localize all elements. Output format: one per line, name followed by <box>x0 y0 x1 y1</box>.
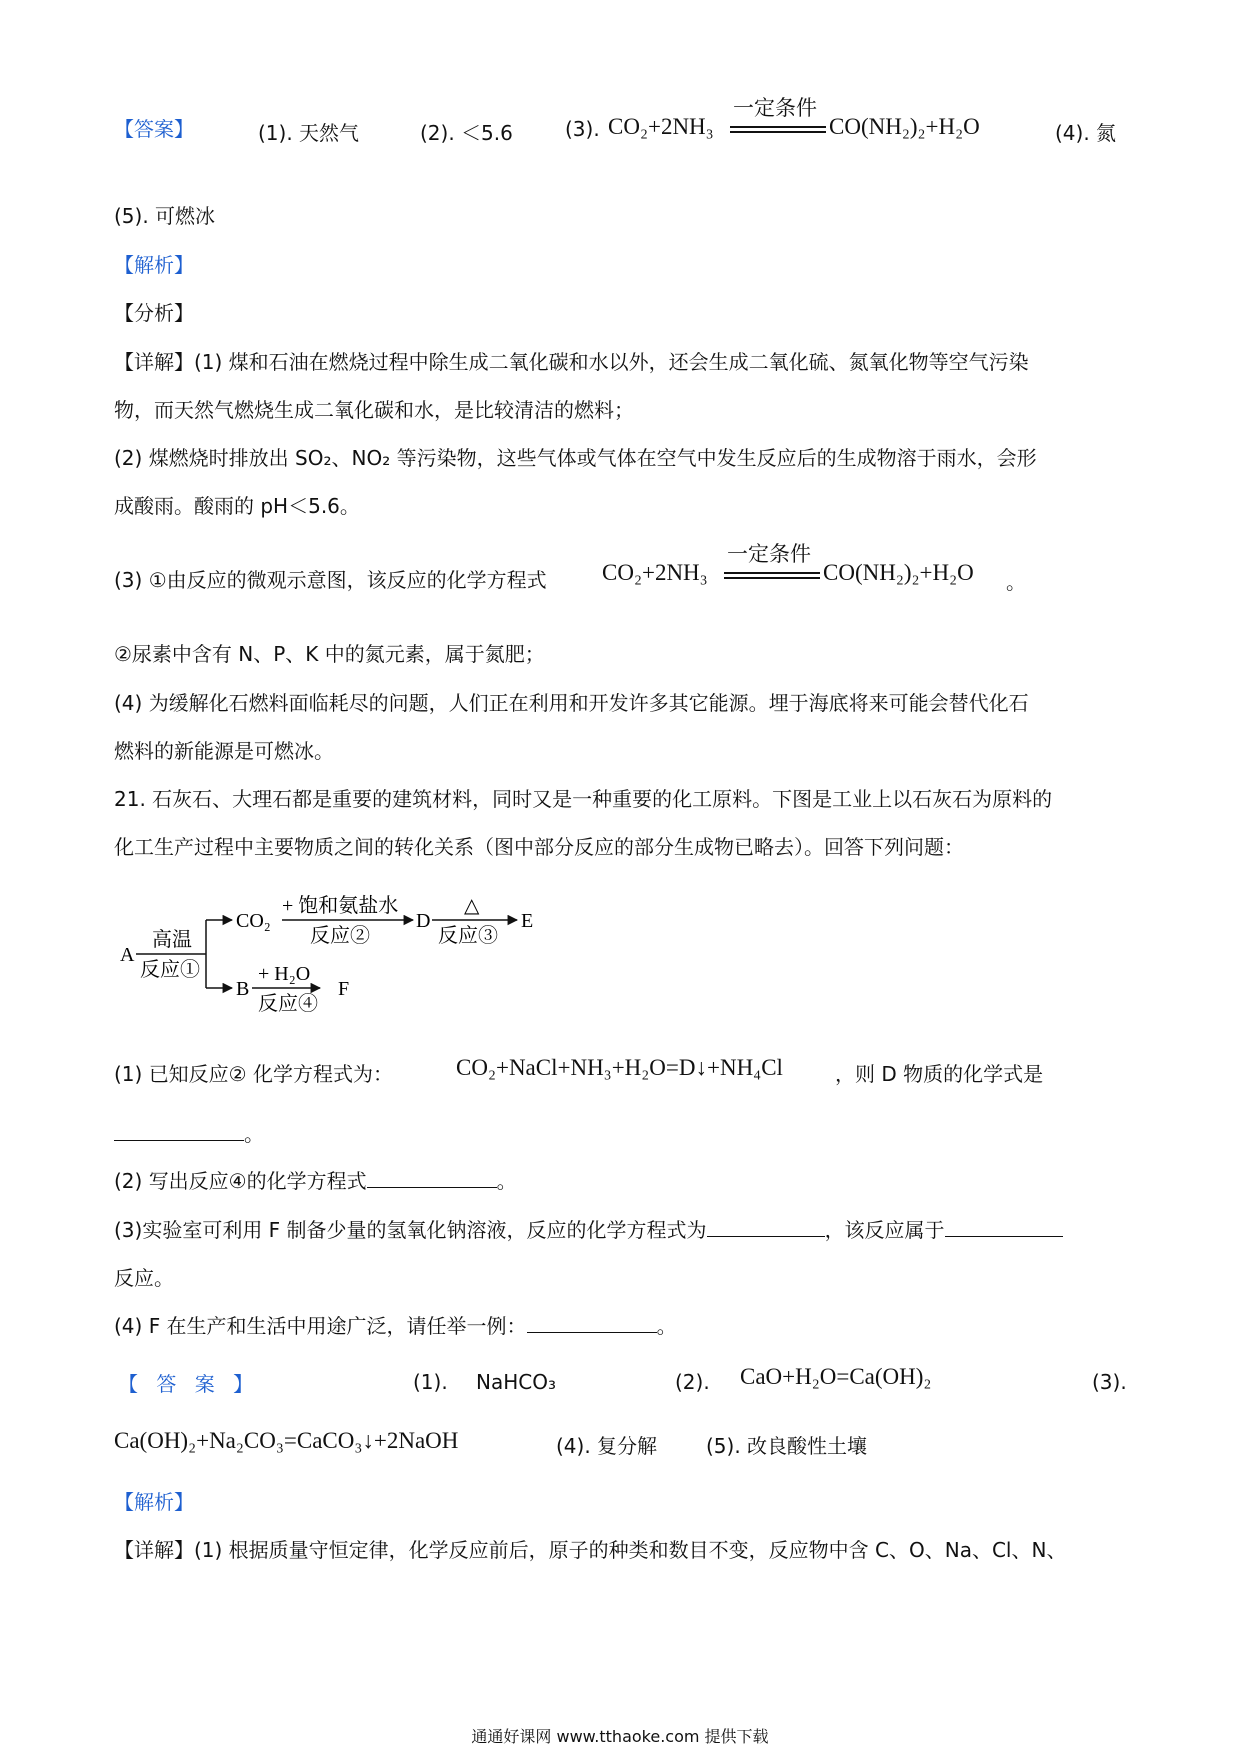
detail-p5a: (4) 为缓解化石燃料面临耗尽的问题，人们正在利用和开发许多其它能源。埋于海底将来可能会替代化石 <box>114 691 1029 715</box>
detail-p3-end: 。 <box>1006 570 1026 594</box>
detail-p1a: 【详解】(1) 煤和石油在燃烧过程中除生成二氧化碳和水以外，还会生成二氧化硫、氮氧化物等空气污染 <box>114 350 1029 374</box>
q21-answer-1: NaHCO₃ <box>476 1370 556 1394</box>
equation-right: CO(NH₂)₂+H₂O <box>829 114 980 139</box>
reaction3-label: 反应③ <box>438 925 498 947</box>
node-F: F <box>338 978 350 1000</box>
answer-2: (2). ＜5.6 <box>420 121 513 145</box>
q21-q1-end: 。 <box>244 1122 264 1146</box>
reaction4-label: 反应④ <box>258 993 318 1015</box>
q21-analysis-label: 【解析】 <box>114 1490 194 1514</box>
q21-answer-2-number: (2). <box>675 1370 710 1394</box>
reaction3-condition: △ <box>464 895 480 917</box>
q21-answer-2: CaO+H₂O=Ca(OH)₂ <box>740 1364 932 1389</box>
analysis-label: 【解析】 <box>114 253 194 277</box>
node-D: D <box>416 910 431 932</box>
answer-4: (4). 氮 <box>1055 121 1117 145</box>
reaction1-label: 反应① <box>140 959 200 981</box>
answer-3-number: (3). <box>565 117 600 141</box>
q21-q4-prefix: (4) F 在生产和生活中用途广泛，请任举一例： <box>114 1314 527 1338</box>
detail-p3-prefix: (3) ①由反应的微观示意图，该反应的化学方程式 <box>114 568 547 592</box>
q21-q4 <box>114 1312 677 1340</box>
equation-double-bar <box>730 126 826 128</box>
q21-stem-a: 21. 石灰石、大理石都是重要的建筑材料，同时又是一种重要的化工原料。下图是工业上以石灰石为原料的 <box>114 787 1053 811</box>
q21-q1-equation: CO₂+NaCl+NH₃+H₂O=D↓+NH₄Cl <box>456 1055 783 1080</box>
reaction4-condition: + H₂O <box>258 963 311 985</box>
answer-label: 【答案】 <box>114 117 194 141</box>
node-CO2: CO₂ <box>236 910 271 932</box>
detail-p3-left: CO₂+2NH₃ <box>602 560 708 585</box>
reaction1-condition: 高温 <box>152 929 192 951</box>
q21-detail: 【详解】(1) 根据质量守恒定律，化学反应前后，原子的种类和数目不变，反应物中含 C、O、Na、Cl、N、 <box>114 1538 1067 1562</box>
q21-answer-3-number: (3). <box>1092 1370 1127 1394</box>
fenxi-label: 【分析】 <box>114 301 194 325</box>
reaction2-condition: + 饱和氨盐水 <box>282 895 399 917</box>
detail-p3-right: CO(NH₂)₂+H₂O <box>823 560 974 585</box>
q21-answer-4: (4). 复分解 <box>556 1434 658 1458</box>
q21-answer-3: Ca(OH)₂+Na₂CO₃=CaCO₃↓+2NaOH <box>114 1428 459 1453</box>
q21-q3-blank-2[interactable] <box>945 1218 1063 1237</box>
q21-q3-mid: ，该反应属于 <box>824 1218 945 1242</box>
node-A: A <box>120 944 135 966</box>
q21-q1-blank[interactable] <box>114 1122 244 1141</box>
node-E: E <box>521 910 534 932</box>
detail-p2a: (2) 煤燃烧时排放出 SO₂、NO₂ 等污染物，这些气体或气体在空气中发生反应后的生成物溶于雨水，会形 <box>114 446 1037 470</box>
q21-q3-end: 反应。 <box>114 1266 174 1290</box>
q21-answer-1-number: (1). <box>413 1370 448 1394</box>
q21-q2 <box>114 1167 517 1195</box>
equation-left: CO₂+2NH₃ <box>608 114 714 139</box>
footer-source: 通通好课网 www.tthaoke.com 提供下载 <box>471 1727 769 1746</box>
answer-line-q20 <box>114 115 194 143</box>
detail-p5b: 燃料的新能源是可燃冰。 <box>114 739 334 763</box>
answer-5: (5). 可燃冰 <box>114 204 216 228</box>
equation-double-bar-lower <box>730 131 826 133</box>
q21-q2-prefix: (2) 写出反应④的化学方程式 <box>114 1169 367 1193</box>
q21-answer-label: 【 答 案 】 <box>118 1372 260 1396</box>
reaction2-label: 反应② <box>310 925 370 947</box>
detail-p1b: 物，而天然气燃烧生成二氧化碳和水，是比较清洁的燃料； <box>114 398 634 422</box>
q21-q3-blank-1[interactable] <box>707 1218 825 1237</box>
q21-q3 <box>114 1216 1063 1244</box>
q21-answer-5: (5). 改良酸性土壤 <box>706 1434 868 1458</box>
q21-q2-blank[interactable] <box>367 1169 497 1188</box>
detail-p3-bar-lower <box>724 577 820 579</box>
detail-p4: ②尿素中含有 N、P、K 中的氮元素，属于氮肥； <box>114 642 545 666</box>
detail-p3-condition: 一定条件 <box>727 542 811 566</box>
q21-q3-prefix: (3)实验室可利用 F 制备少量的氢氧化钠溶液，反应的化学方程式为 <box>114 1218 707 1242</box>
q21-q1-suffix: ，则 D 物质的化学式是 <box>835 1062 1044 1086</box>
equation-condition: 一定条件 <box>733 96 817 120</box>
detail-p3-bar <box>724 572 820 574</box>
node-B: B <box>236 978 250 1000</box>
q21-q1-blank-line <box>114 1120 264 1148</box>
conversion-diagram <box>110 880 550 1020</box>
q21-stem-b: 化工生产过程中主要物质之间的转化关系（图中部分反应的部分生成物已略去）。回答下列问题： <box>114 835 964 859</box>
q21-q2-end: 。 <box>496 1169 517 1193</box>
answer-1: (1). 天然气 <box>258 121 360 145</box>
detail-p2b: 成酸雨。酸雨的 pH＜5.6。 <box>114 494 360 518</box>
q21-q1-prefix: (1) 已知反应② 化学方程式为： <box>114 1062 393 1086</box>
q21-q4-blank[interactable] <box>527 1314 657 1333</box>
q21-q4-end: 。 <box>656 1314 677 1338</box>
